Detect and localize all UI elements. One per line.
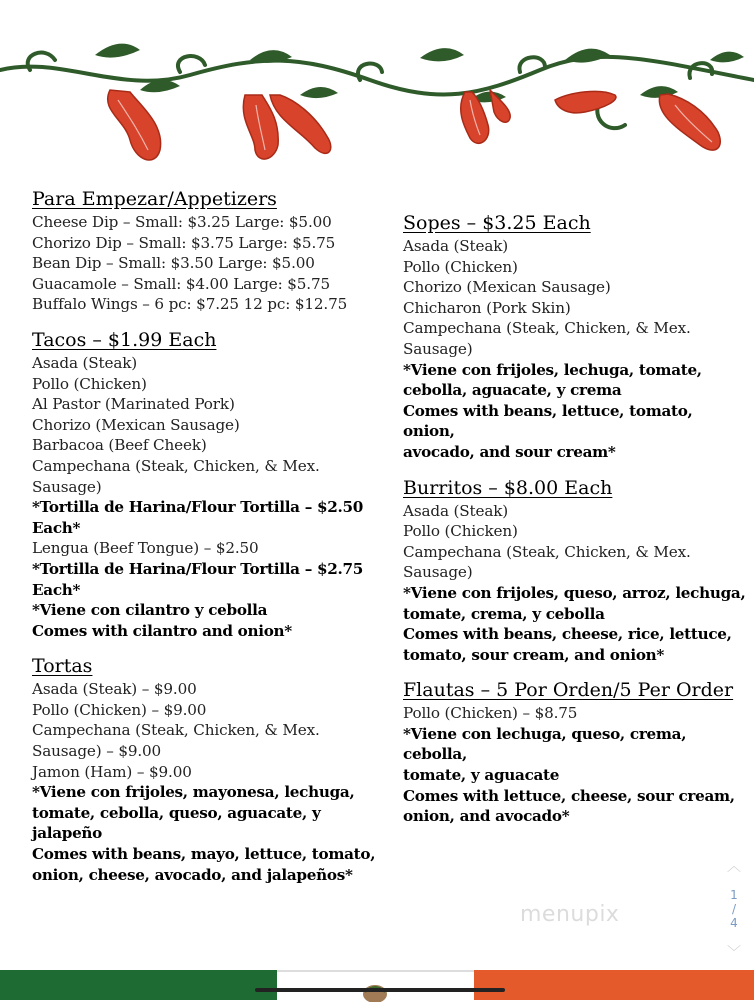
menu-item: Campechana (Steak, Chicken, & Mex. — [32, 456, 320, 475]
menu-item: Lengua (Beef Tongue) – $2.50 — [32, 539, 259, 558]
tortas-section — [32, 653, 382, 885]
menu-note: tomate, cebolla, queso, aguacate, y — [32, 803, 321, 822]
menu-note: jalapeño — [32, 824, 103, 843]
menu-item: Sausage) – $9.00 — [32, 742, 162, 761]
section-title: Sopes – $3.25 Each — [403, 212, 591, 234]
menu-note: *Tortilla de Harina/Flour Tortilla – $2.50 — [32, 498, 364, 517]
chili-pepper-banner — [0, 0, 754, 175]
menu-item: Asada (Steak) — [403, 501, 509, 520]
flautas-section — [403, 677, 748, 827]
menu-note: *Viene con lechuga, queso, crema, cebolla, — [403, 724, 687, 764]
menu-item: Jamon (Ham) – $9.00 — [32, 762, 192, 781]
menu-item: Sausage) — [403, 339, 473, 358]
menu-note: tomato, sour cream, and onion* — [403, 645, 665, 664]
section-title: Flautas – 5 Por Orden/5 Per Order — [403, 679, 734, 702]
menu-column-left — [32, 186, 382, 897]
menu-item: Pollo (Chicken) – $9.00 — [32, 700, 207, 719]
menu-note: onion, cheese, avocado, and jalapeños* — [32, 865, 353, 884]
current-page: 1 — [730, 888, 738, 902]
page-down-icon[interactable]: ﹀ — [727, 945, 741, 961]
menu-item: Campechana (Steak, Chicken, & Mex. — [32, 721, 320, 740]
menu-item: Al Pastor (Marinated Pork) — [32, 395, 235, 414]
menu-item: Asada (Steak) — [32, 353, 138, 372]
menu-item: Chorizo Dip – Small: $3.75 Large: $5.75 — [32, 233, 336, 252]
section-title: Burritos – $8.00 Each — [403, 476, 613, 499]
menu-note: Comes with cilantro and onion* — [32, 621, 292, 640]
menu-item: Pollo (Chicken) — [32, 374, 147, 393]
menu-item: Pollo (Chicken) — [403, 522, 518, 541]
page-separator: / — [731, 902, 737, 916]
menu-note: cebolla, aguacate, y crema — [403, 381, 622, 400]
tacos-section — [32, 327, 382, 641]
section-title: Tortas — [32, 655, 93, 678]
menu-note: *Viene con cilantro y cebolla — [32, 601, 268, 620]
menu-note: Each* — [32, 580, 81, 599]
appetizers-section — [32, 186, 382, 315]
home-indicator-bar — [255, 988, 505, 992]
menu-item: Asada (Steak) – $9.00 — [32, 680, 197, 699]
page-navigator — [720, 858, 748, 968]
total-pages: 4 — [730, 916, 738, 930]
menu-item: Sausage) — [32, 477, 102, 496]
menupix-watermark: menupix — [520, 902, 620, 927]
flag-stripe-footer — [0, 970, 754, 1000]
menu-note: avocado, and sour cream* — [403, 442, 616, 461]
menu-item: Chorizo (Mexican Sausage) — [32, 415, 240, 434]
menu-note: Comes with beans, cheese, rice, lettuce, — [403, 625, 732, 644]
eagle-emblem-icon — [277, 972, 474, 1002]
menu-item: Chorizo (Mexican Sausage) — [403, 278, 611, 297]
menu-note: *Viene con frijoles, mayonesa, lechuga, — [32, 783, 355, 802]
menu-item: Sausage) — [403, 563, 473, 582]
flag-red-band — [474, 970, 754, 1000]
menu-note: Comes with lettuce, cheese, sour cream, — [403, 786, 735, 805]
burritos-section — [403, 475, 748, 666]
menu-note: Each* — [32, 518, 81, 537]
menu-item: Buffalo Wings – 6 pc: $7.25 12 pc: $12.75 — [32, 295, 348, 314]
flag-green-band — [0, 970, 277, 1000]
menu-note: Comes with beans, mayo, lettuce, tomato, — [32, 845, 376, 864]
menu-note: *Viene con frijoles, queso, arroz, lechuga, — [403, 583, 746, 602]
menu-note: Comes with beans, lettuce, tomato, onion, — [403, 401, 693, 441]
menu-note: *Tortilla de Harina/Flour Tortilla – $2.75 — [32, 559, 364, 578]
menu-item: Campechana (Steak, Chicken, & Mex. — [403, 542, 691, 561]
menu-column-right — [403, 210, 748, 839]
sopes-section — [403, 210, 748, 463]
menu-note: onion, and avocado* — [403, 807, 570, 826]
menu-item: Guacamole – Small: $4.00 Large: $5.75 — [32, 274, 330, 293]
page-up-icon[interactable]: ︿ — [727, 859, 741, 875]
menu-item: Barbacoa (Beef Cheek) — [32, 436, 207, 455]
menu-note: tomate, crema, y cebolla — [403, 604, 605, 623]
flag-white-band — [277, 970, 474, 1000]
menu-item: Campechana (Steak, Chicken, & Mex. — [403, 319, 691, 338]
section-title: Para Empezar/Appetizers — [32, 188, 277, 210]
menu-item: Pollo (Chicken) – $8.75 — [403, 704, 578, 723]
menu-note: *Viene con frijoles, lechuga, tomate, — [403, 360, 702, 379]
menu-item: Cheese Dip – Small: $3.25 Large: $5.00 — [32, 213, 332, 231]
section-title: Tacos – $1.99 Each — [32, 328, 217, 351]
menu-note: tomate, y aguacate — [403, 766, 560, 785]
menu-item: Pollo (Chicken) — [403, 257, 518, 276]
menu-item: Bean Dip – Small: $3.50 Large: $5.00 — [32, 254, 315, 273]
menu-item: Chicharon (Pork Skin) — [403, 298, 571, 317]
menu-item: Asada (Steak) — [403, 237, 509, 255]
